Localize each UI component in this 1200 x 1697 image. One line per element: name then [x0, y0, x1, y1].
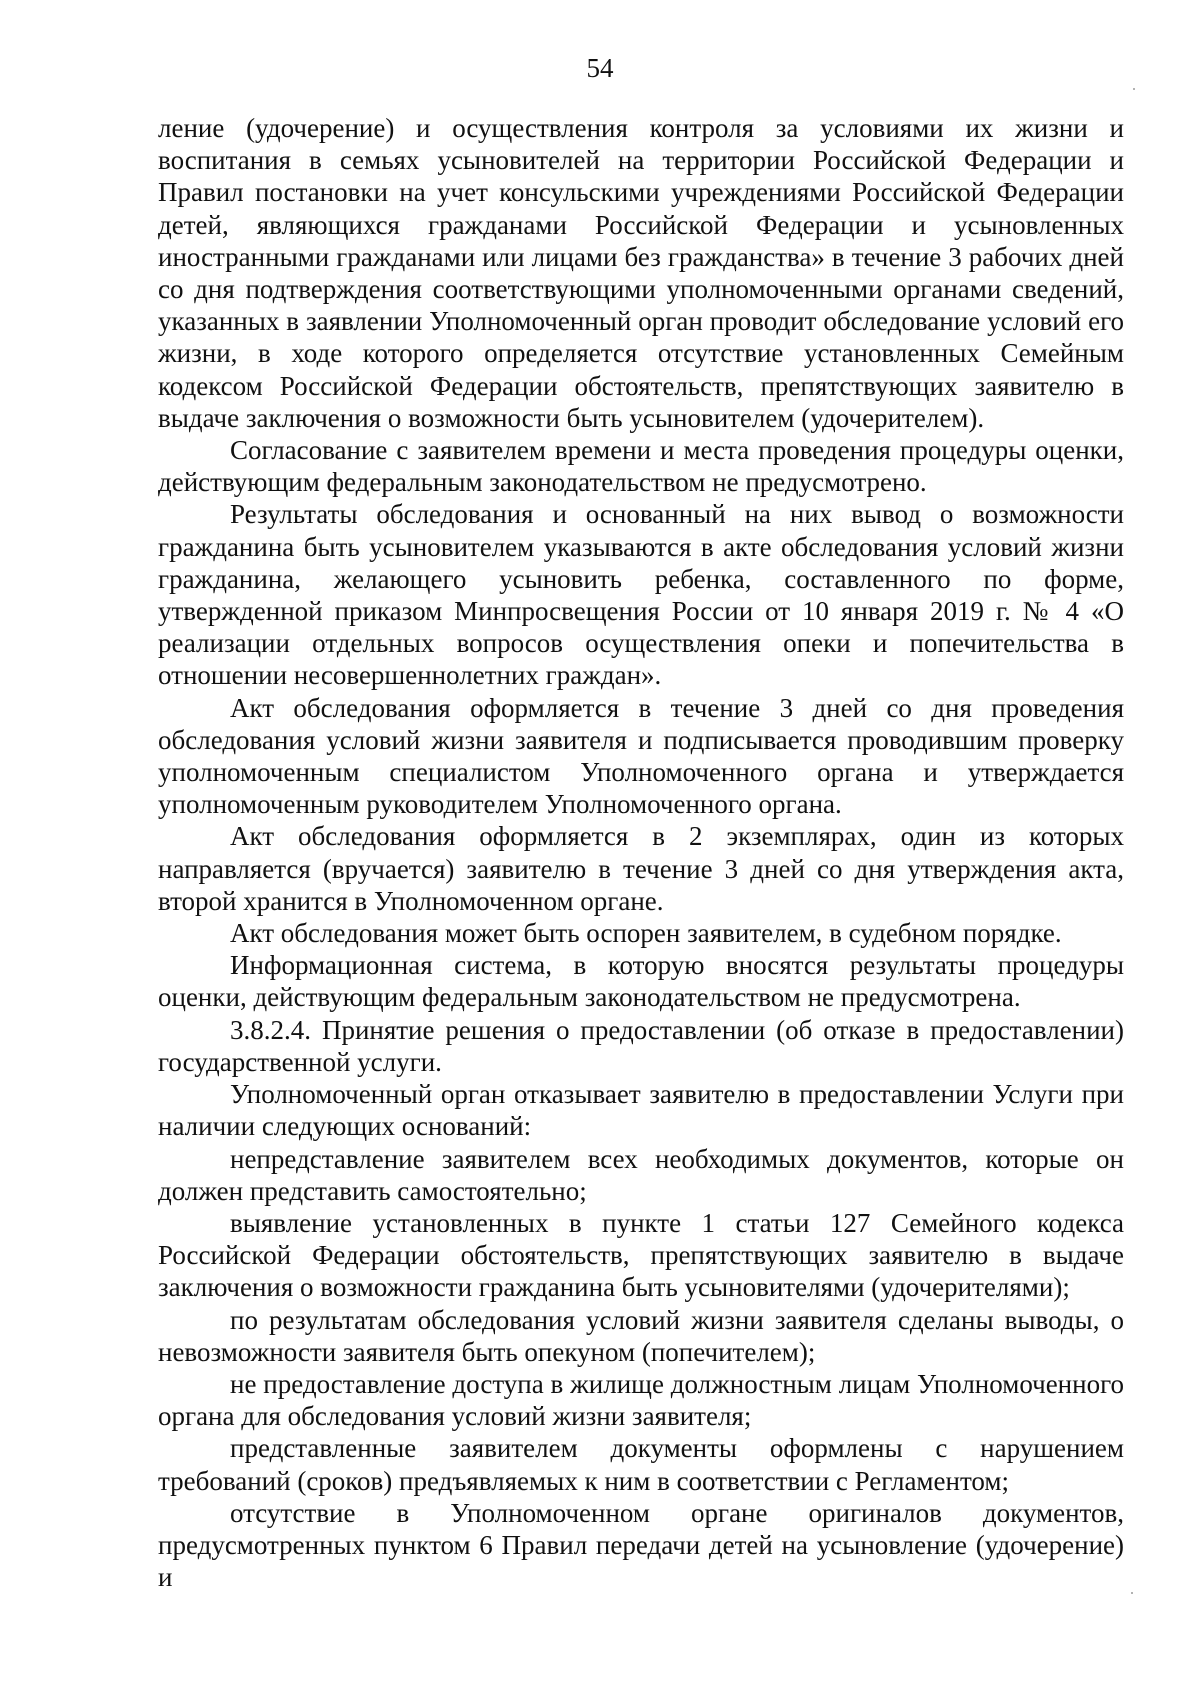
page-number: 54: [586, 53, 614, 83]
document-body: [158, 112, 1124, 1593]
paragraph-act-copies: Акт обследования оформляется в 2 экземплярах, один из которых направляется (вручается) заявителю в течение 3 дней со дня утверждения акта, второй хранится в Уполномоченном органе.: [158, 821, 1124, 916]
paragraph-act-appeal: Акт обследования может быть оспорен заявителем, в судебном порядке.: [230, 918, 1062, 949]
paragraph-results: Результаты обследования и основанный на них вывод о возможности гражданина быть усыновителем указываются в акте обследования условий жизни гражданина, желающего усыновить ребенка, составленного по форме, утвержденной приказом Минпросвещения России от 10 января 2019 г. № 4 «О реализации отдельных вопросов осуществления опеки и попечительства в отношении несовершеннолетних граждан».: [158, 499, 1124, 691]
list-item-no-access: не предоставление доступа в жилище должностным лицам Уполномоченного органа для обследования условий жизни заявителя;: [158, 1368, 1124, 1432]
scan-speck: [1133, 88, 1135, 90]
scan-speck: [1131, 1592, 1133, 1594]
list-item-document-violations: представленные заявителем документы оформлены с нарушением требований (сроков) предъявляемых к ним в соответствии с Регламентом;: [158, 1433, 1124, 1496]
list-item-family-code-circumstances: выявление установленных в пункте 1 статьи 127 Семейного кодекса Российской Федерации обстоятельств, препятствующих заявителю в выдаче заключения о возможности гражданина быть усыновителями (удочерителями);: [158, 1207, 1124, 1303]
paragraph-information-system: Информационная система, в которую вносятся результаты процедуры оценки, действующим федеральным законодательством не предусмотрена.: [158, 950, 1124, 1013]
list-item-missing-documents: непредставление заявителем всех необходимых документов, которые он должен представить самостоятельно;: [158, 1143, 1124, 1206]
paragraph-refusal-grounds: Уполномоченный орган отказывает заявителю в предоставлении Услуги при наличии следующих оснований:: [158, 1079, 1124, 1142]
list-item-inspection-conclusions: по результатам обследования условий жизни заявителя сделаны выводы, о невозможности заявителя быть опекуном (попечителем);: [158, 1304, 1124, 1367]
list-item-missing-originals: отсутствие в Уполномоченном органе оригиналов документов, предусмотренных пунктом 6 Правил передачи детей на усыновление (удочерение) и: [158, 1497, 1124, 1593]
paragraph-continuation: ление (удочерение) и осуществления контроля за условиями их жизни и воспитания в семьях усыновителей на территории Российской Федерации и Правил постановки на учет консульскими учреждениями Российской Федерации детей, являющихся гражданами Российской Федерации и усыновленных иностранными гражданами или лицами без гражданства» в течение 3 рабочих дней со дня подтверждения соответствующими уполномоченными органами сведений, указанных в заявлении Уполномоченный орган проводит обследование условий его жизни, в ходе которого определяется отсутствие установленных Семейным кодексом Российской Федерации обстоятельств, препятствующих заявителю в выдаче заключения о возможности быть усыновителем (удочерителем).: [158, 113, 1124, 433]
paragraph-act-preparation: Акт обследования оформляется в течение 3 дней со дня проведения обследования условий жизни заявителя и подписывается проводившим проверку уполномоченным специалистом Уполномоченного органа и утверждается уполномоченным руководителем Уполномоченного органа.: [158, 692, 1124, 820]
paragraph-coordination: Согласование с заявителем времени и места проведения процедуры оценки, действующим федеральным законодательством не предусмотрено.: [158, 435, 1124, 498]
section-heading-3-8-2-4: 3.8.2.4. Принятие решения о предоставлении (об отказе в предоставлении) государственной услуги.: [158, 1014, 1124, 1077]
